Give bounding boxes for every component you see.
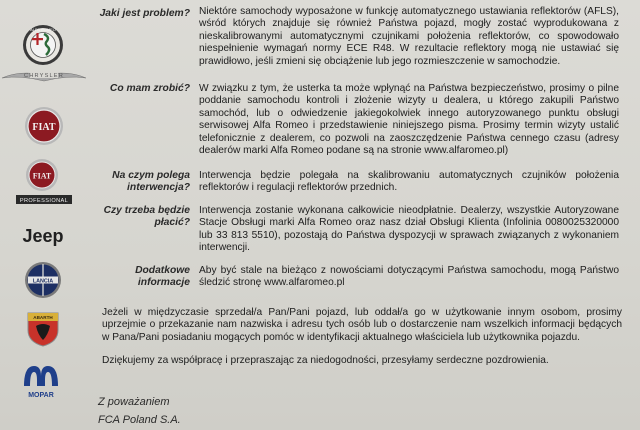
- fiat-professional-wordmark: PROFESSIONAL: [19, 197, 69, 204]
- mopar-logo-icon: [16, 360, 66, 400]
- chrysler-logo-icon: [0, 68, 88, 88]
- question-additional-info: Dodatkowe informacje: [135, 265, 190, 289]
- chrysler-wordmark: CHRYSLER: [24, 73, 64, 80]
- abarth-wordmark: ABARTH: [33, 315, 53, 320]
- lancia-logo-icon: [22, 260, 64, 300]
- lancia-wordmark: LANCIA: [32, 278, 54, 285]
- answer-additional-info: Aby być stale na bieżąco z nowościami dotyczącymi Państwa samochodu, mogą Państwo śledzić stronę www.alfaromeo.pl: [199, 265, 619, 289]
- fiat-professional-logo-icon: [16, 158, 72, 206]
- question-what-is-intervention: Na czym polega interwencja?: [112, 170, 190, 194]
- jeep-logo-icon: [12, 224, 74, 248]
- question-what-is-problem: Jaki jest problem?: [99, 8, 190, 19]
- question-what-to-do: Co mam zrobić?: [109, 83, 190, 94]
- mopar-wordmark: MOPAR: [28, 392, 54, 399]
- answer-what-to-do: W związku z tym, że usterka ta może wpłynąć na Państwa bezpieczeństwo, prosimy o pilne poddanie samochodu kontroli i złożenie wizyty u dealera, u którego zakupili Państwo samochód, lub o odwiedzenie jakiegokolwiek innego autoryzowanego punktu obsługi serwisowej Alfa Romeo i przedstawienie niniejszego pisma. Prosimy termin wizyty ustalić telefonicznie z dealerem, co pozwoli na zaoszczędzenie Państwa cennego czasu (adresy dealerów marki Alfa Romeo podane są na stronie www.alfaromeo.pl): [199, 83, 619, 157]
- jeep-wordmark: Jeep: [22, 226, 64, 246]
- abarth-logo-icon: [26, 310, 60, 348]
- question-is-payment-required: Czy trzeba będzie płacić?: [103, 205, 190, 229]
- fiat-professional-badge-text: FIAT: [32, 171, 52, 181]
- paragraph-resale-notice: Jeżeli w międzyczasie sprzedał/a Pan/Pani pojazd, lub oddał/a go w użytkowanie innym osobom, prosimy uprzejmie o przekazanie nam nazwiska i adresu tych osób lub o dostarczenie nam wszelkich informacji będących w Pana/Pani posiadaniu mogących pomóc w identyfikacji aktualnego właściciela lub użytkownika pojazdu.: [102, 307, 622, 343]
- fiat-logo-icon: [24, 106, 64, 146]
- signatory-company: FCA Poland S.A.: [98, 414, 181, 426]
- closing-salutation: Z poważaniem: [98, 396, 170, 408]
- brand-logos-column: [0, 0, 88, 430]
- alfa-romeo-logo-icon: [22, 24, 64, 66]
- paragraph-thanks: Dziękujemy za współpracę i przepraszając za niedogodności, przesyłamy serdeczne pozdrowienia.: [102, 355, 549, 366]
- fiat-wordmark: FIAT: [32, 122, 56, 133]
- answer-what-is-problem: Niektóre samochody wyposażone w funkcję automatycznego ustawiania reflektorów (AFLS), wśród których znajduje się również Państwa pojazd, mogły zostać wyprodukowana z nieskalibrowanymi automatycznymi czujnikami położenia reflektorów, co spowodowało niespełnienie wymagań normy ECE R48. W rezultacie reflektory mogą nie ustawiać się prawidłowo, jeśli zmieni się obciążenie lub jego rozmieszczenie w samochodzie.: [199, 6, 619, 67]
- answer-is-payment-required: Interwencja zostanie wykonana całkowicie nieodpłatnie. Dealerzy, wszystkie Autoryzowane Stacje Obsługi marki Alfa Romeo oraz nasz dział Obsługi Klienta (Infolinia 0080025320000 lub 33 813 5510), pozostają do Państwa dyspozycji w sprawach związanych z wykonaniem interwencji.: [199, 205, 619, 254]
- answer-what-is-intervention: Interwencja będzie polegała na skalibrowaniu automatycznych czujników położenia reflektorów i regulacji reflektorów przednich.: [199, 170, 619, 194]
- alfa-romeo-wordmark: ALFA ROMEO: [30, 27, 56, 33]
